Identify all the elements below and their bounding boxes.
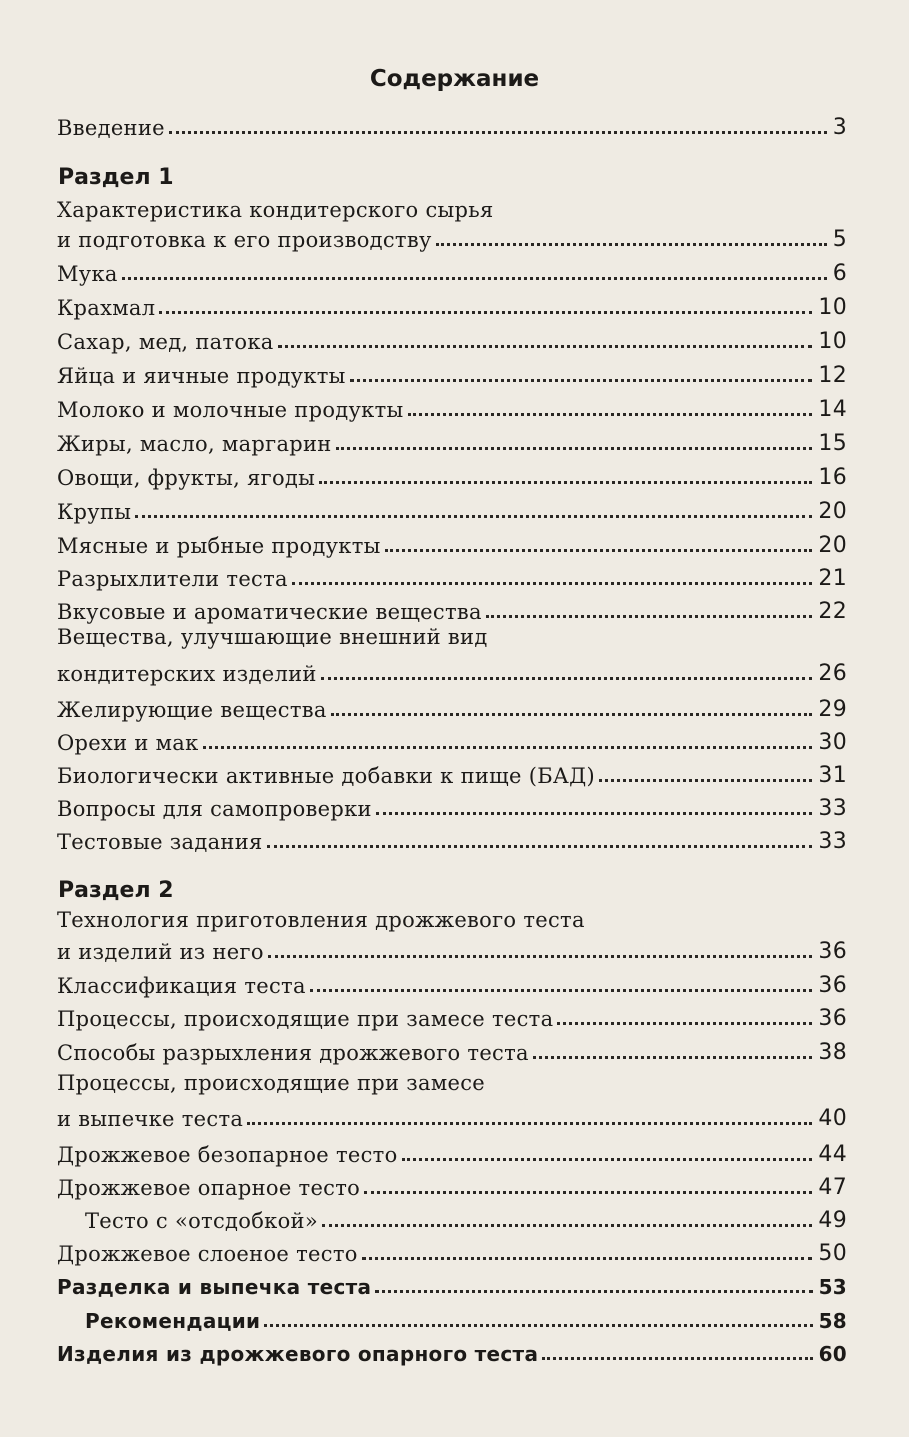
toc-entry[interactable] — [57, 824, 847, 854]
entry-page: 58 — [818, 1309, 847, 1333]
toc-entry[interactable] — [57, 656, 847, 686]
leader-dots — [486, 615, 813, 618]
toc-entry[interactable] — [57, 1336, 847, 1366]
leader-dots — [408, 413, 813, 416]
toc-entry[interactable] — [57, 791, 847, 821]
leader-dots — [350, 379, 813, 382]
entry-text: Сахар, мед, патока — [57, 330, 274, 354]
entry-page: 21 — [818, 566, 847, 591]
toc-entry[interactable] — [57, 692, 847, 722]
toc-entry[interactable] — [57, 968, 847, 998]
entry-text: Введение — [57, 116, 165, 140]
leader-dots — [267, 845, 813, 848]
toc-entry[interactable] — [57, 561, 847, 591]
entry-page: 20 — [818, 533, 847, 558]
entry-page: 36 — [818, 973, 847, 998]
entry-page: 36 — [818, 1006, 847, 1031]
toc-entry-intro[interactable] — [57, 110, 847, 140]
entry-page: 5 — [832, 227, 847, 252]
entry-page: 10 — [818, 295, 847, 320]
entry-page: 44 — [818, 1142, 847, 1167]
entry-text: Рекомендации — [85, 1309, 261, 1333]
entry-text: Мука — [57, 262, 118, 286]
entry-text: кондитерских изделий — [57, 662, 317, 686]
entry-text: Крахмал — [57, 296, 156, 320]
leader-dots — [310, 989, 813, 992]
entry-page: 31 — [818, 763, 847, 788]
toc-entry[interactable] — [57, 392, 847, 422]
toc-entry[interactable] — [57, 460, 847, 490]
entry-text: Изделия из дрожжевого опарного теста — [57, 1342, 539, 1366]
entry-text: Молоко и молочные продукты — [57, 398, 404, 422]
entry-text: Процессы, происходящие при замесе теста — [57, 1007, 554, 1031]
entry-page: 60 — [818, 1342, 847, 1366]
section-1-heading: Раздел 1 — [58, 165, 174, 190]
toc-entry[interactable] — [57, 256, 847, 286]
leader-dots — [268, 955, 813, 958]
entry-text: и изделий из него — [57, 940, 264, 964]
section-2-heading: Раздел 2 — [58, 878, 174, 903]
entry-page: 38 — [818, 1040, 847, 1065]
entry-text: Орехи и мак — [57, 731, 199, 755]
toc-entry[interactable] — [57, 1001, 847, 1031]
entry-page: 26 — [818, 661, 847, 686]
leader-dots — [542, 1357, 812, 1360]
entry-text: Тестовые задания — [57, 830, 263, 854]
entry-text: Классификация теста — [57, 974, 306, 998]
entry-page: 3 — [832, 115, 847, 140]
leader-dots — [376, 812, 813, 815]
toc-entry[interactable] — [57, 1101, 847, 1131]
leader-dots — [331, 713, 813, 716]
entry-text-line1: Вещества, улучшающие внешний вид — [57, 625, 488, 649]
entry-text: Биологически активные добавки к пище (БАД) — [57, 764, 595, 788]
entry-page: 49 — [818, 1208, 847, 1233]
toc-entry[interactable] — [57, 1035, 847, 1065]
leader-dots — [557, 1022, 812, 1025]
toc-entry[interactable] — [57, 1137, 847, 1167]
entry-text: Мясные и рыбные продукты — [57, 534, 381, 558]
entry-text: Дрожжевое опарное тесто — [57, 1176, 361, 1200]
entry-page: 50 — [818, 1241, 847, 1266]
entry-page: 22 — [818, 599, 847, 624]
leader-dots — [362, 1257, 813, 1260]
leader-dots — [375, 1290, 812, 1293]
entry-text: и подготовка к его производству — [57, 228, 432, 252]
entry-page: 30 — [818, 730, 847, 755]
entry-page: 14 — [818, 397, 847, 422]
leader-dots — [402, 1158, 813, 1161]
entry-text: Жиры, масло, маргарин — [57, 432, 332, 456]
toc-entry-sub[interactable] — [57, 1203, 847, 1233]
leader-dots — [278, 345, 813, 348]
leader-dots — [364, 1191, 812, 1194]
toc-entry[interactable] — [57, 1269, 847, 1299]
toc-entry[interactable] — [57, 1170, 847, 1200]
entry-text: Крупы — [57, 500, 132, 524]
toc-entry[interactable] — [57, 358, 847, 388]
entry-text: Разрыхлители теста — [57, 567, 288, 591]
entry-text: Овощи, фрукты, ягоды — [57, 466, 316, 490]
leader-dots — [159, 311, 812, 314]
entry-text: Разделка и выпечка теста — [57, 1275, 372, 1299]
toc-entry[interactable] — [57, 426, 847, 456]
toc-entry[interactable] — [57, 1236, 847, 1266]
entry-page: 6 — [832, 261, 847, 286]
toc-entry-section-1-title[interactable] — [57, 222, 847, 252]
toc-entry[interactable] — [57, 324, 847, 354]
entry-page: 15 — [818, 431, 847, 456]
entry-page: 33 — [818, 796, 847, 821]
toc-entry[interactable] — [57, 725, 847, 755]
section-2-title-line1: Технология приготовления дрожжевого теста — [57, 908, 585, 932]
entry-page: 47 — [818, 1175, 847, 1200]
leader-dots — [385, 549, 813, 552]
leader-dots — [533, 1056, 813, 1059]
leader-dots — [169, 131, 827, 134]
entry-page: 40 — [818, 1106, 847, 1131]
entry-page: 29 — [818, 697, 847, 722]
leader-dots — [321, 677, 813, 680]
leader-dots — [292, 582, 813, 585]
toc-entry[interactable] — [57, 594, 847, 624]
leader-dots — [319, 481, 812, 484]
entry-text: и выпечке теста — [57, 1107, 244, 1131]
entry-text: Желирующие вещества — [57, 698, 327, 722]
leader-dots — [122, 277, 827, 280]
entry-text-line1: Процессы, происходящие при замесе — [57, 1071, 485, 1095]
entry-page: 53 — [818, 1275, 847, 1299]
entry-text: Способы разрыхления дрожжевого теста — [57, 1041, 529, 1065]
leader-dots — [599, 779, 812, 782]
entry-page: 10 — [818, 329, 847, 354]
leader-dots — [336, 447, 813, 450]
toc-entry[interactable] — [57, 758, 847, 788]
entry-page: 33 — [818, 829, 847, 854]
entry-text: Тесто с «отсдобкой» — [85, 1209, 318, 1233]
leader-dots — [203, 746, 813, 749]
toc-entry[interactable] — [57, 494, 847, 524]
toc-entry-sub[interactable] — [57, 1303, 847, 1333]
entry-text: Дрожжевое слоеное тесто — [57, 1242, 358, 1266]
section-1-title-line1: Характеристика кондитерского сырья — [57, 198, 494, 222]
entry-page: 16 — [818, 465, 847, 490]
leader-dots — [264, 1324, 812, 1327]
entry-text: Дрожжевое безопарное тесто — [57, 1143, 398, 1167]
page-title: Содержание — [369, 66, 540, 92]
toc-entry-section-2-title[interactable] — [57, 934, 847, 964]
entry-text: Вкусовые и ароматические вещества — [57, 600, 482, 624]
leader-dots — [135, 515, 812, 518]
entry-page: 20 — [818, 499, 847, 524]
leader-dots — [247, 1122, 812, 1125]
toc-entry[interactable] — [57, 528, 847, 558]
leader-dots — [322, 1224, 812, 1227]
entry-text: Яйца и яичные продукты — [57, 364, 346, 388]
entry-text: Вопросы для самопроверки — [57, 797, 372, 821]
entry-page: 36 — [818, 939, 847, 964]
leader-dots — [436, 243, 827, 246]
entry-page: 12 — [818, 363, 847, 388]
toc-entry[interactable] — [57, 290, 847, 320]
